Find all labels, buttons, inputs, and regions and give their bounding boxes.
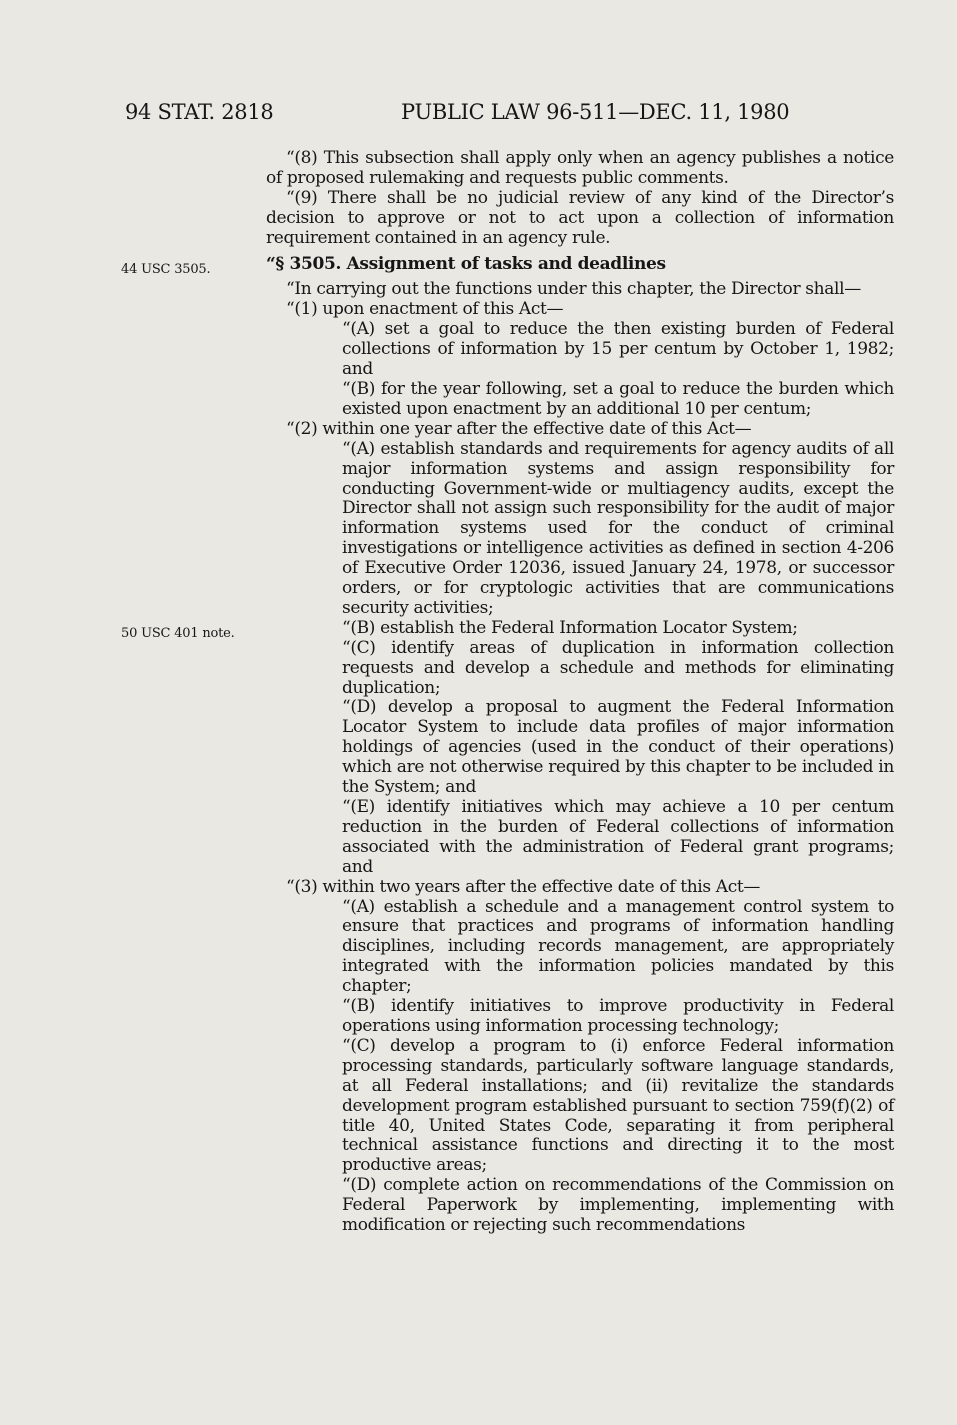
page-header [125,100,825,134]
item-2-c-text: “(C) identify areas of duplication in information collection requests and develop a schedule and methods for eliminating duplication; [342,637,894,698]
item-3-b [266,997,894,1037]
item-2-e [266,798,894,878]
item-3-c-text: “(C) develop a program to (i) enforce Federal information processing standards, particularly software language standards, at all Federal installations; and (ii) revitalize the standards development program established pursuant to section 759(f)(2) of title 40, United States Code, separating it from peripheral technical assistance functions and directing it to the most productive areas; [342,1035,894,1176]
item-2: “(2) within one year after the effective date of this Act— [286,418,752,439]
stat-page-number: 94 STAT. 2818 [125,100,274,124]
item-2-a [266,440,894,619]
item-3: “(3) within two years after the effective date of this Act— [286,876,761,897]
item-3-a-text: “(A) establish a schedule and a management control system to ensure that practices and programs of information handling disciplines, including records management, are appropriately integrated with the information policies mandated by this chapter; [342,896,894,997]
item-1-b-text: “(B) for the year following, set a goal to reduce the burden which existed upon enactment by an additional 10 per centum; [342,378,894,419]
margin-note-44-usc: 44 USC 3505. [121,262,211,277]
item-2-d [266,698,894,798]
item-3-d-text: “(D) complete action on recommendations of the Commission on Federal Paperwork by implementing, implementing with modification or rejecting such recommendations [342,1175,894,1236]
running-title: PUBLIC LAW 96-511—DEC. 11, 1980 [401,100,790,124]
item-1: “(1) upon enactment of this Act— [286,299,564,320]
item-2-d-text: “(D) develop a proposal to augment the Federal Information Locator System to include data profiles of major information holdings of agencies (used in the conduct of their operations) which are not otherwise required by this chapter to be included in the System; and [342,697,894,798]
item-2-a-text: “(A) establish standards and requirements for agency audits of all major information systems and assign responsibility for conducting Government-wide or multiagency audits, except the Director shall not assign such responsibility for the audit of major information systems used for the conduct of criminal investigations or intelligence activities as defined in section 4-206 of Executive Order 12036, issued January 24, 1978, or successor orders, or for cryptologic activities that are communications security activities; [342,438,894,618]
document-body [266,149,894,1236]
section-heading: “§ 3505. Assignment of tasks and deadlines [266,253,666,274]
paragraph-9: “(9) There shall be no judicial review of any kind of the Director’s decision to approve or not to act upon a collection of information requirement contained in an agency rule. [266,187,894,248]
section-intro: “In carrying out the functions under this chapter, the Director shall— [286,279,861,300]
item-2-b [266,619,894,639]
item-3-d [266,1176,894,1236]
item-2-c [266,639,894,699]
margin-note-50-usc: 50 USC 401 note. [121,626,235,641]
item-2-e-text: “(E) identify initiatives which may achieve a 10 per centum reduction in the burden of Federal collections of information associated with the administration of Federal grant programs; and [342,797,894,877]
item-1-a [266,320,894,380]
item-3-c [266,1037,894,1176]
item-2-b-text: “(B) establish the Federal Information Locator System; [342,617,798,638]
item-3-b-text: “(B) identify initiatives to improve productivity in Federal operations using information processing technology; [342,996,894,1036]
paragraph-8: “(8) This subsection shall apply only when an agency publishes a notice of proposed rulemaking and requests public comments. [266,148,894,188]
item-3-a [266,898,894,998]
item-1-a-text: “(A) set a goal to reduce the then existing burden of Federal collections of information by 15 per centum by October 1, 1982; and [342,319,894,380]
item-1-b [266,380,894,420]
